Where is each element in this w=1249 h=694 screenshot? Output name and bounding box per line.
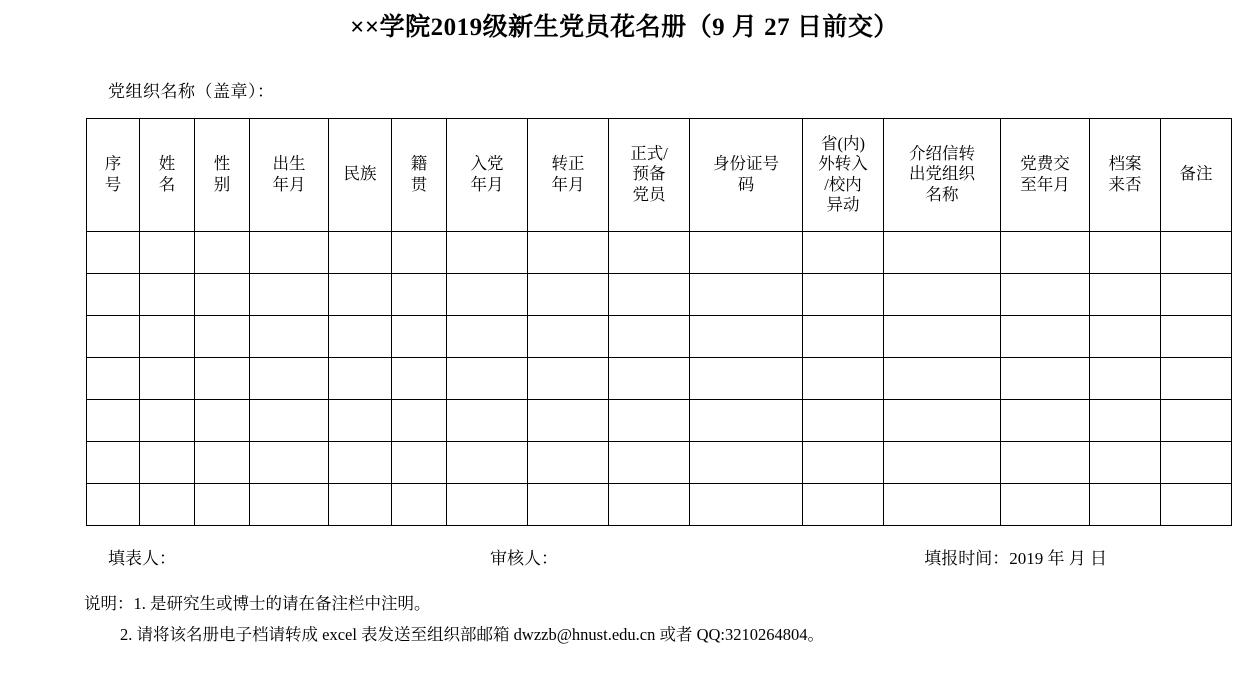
column-header-member-status: 正式/ 预备 党员 — [609, 118, 690, 231]
cell-serial-number[interactable] — [87, 231, 140, 273]
cell-id-number[interactable] — [690, 399, 803, 441]
cell-archive-arrived[interactable] — [1090, 357, 1161, 399]
column-header-party-join-date: 入党 年月 — [447, 118, 528, 231]
column-header-id-number: 身份证号 码 — [690, 118, 803, 231]
form-filler-label: 填表人： — [108, 548, 176, 568]
cell-gender[interactable] — [195, 483, 250, 525]
cell-native-place[interactable] — [392, 441, 447, 483]
cell-serial-number[interactable] — [87, 315, 140, 357]
cell-transfer-type[interactable] — [803, 273, 884, 315]
cell-party-dues-paid-until[interactable] — [1001, 231, 1090, 273]
cell-full-member-date[interactable] — [528, 315, 609, 357]
cell-gender[interactable] — [195, 399, 250, 441]
cell-serial-number[interactable] — [87, 483, 140, 525]
cell-archive-arrived[interactable] — [1090, 315, 1161, 357]
table-header — [87, 118, 1232, 231]
note-item-2: 2. 请将该名册电子档请转成 excel 表发送至组织部邮箱 dwzzb@hnust.edu.cn 或者 QQ:3210264804。 — [120, 624, 825, 644]
cell-ethnicity[interactable] — [329, 273, 392, 315]
cell-name[interactable] — [140, 483, 195, 525]
cell-archive-arrived[interactable] — [1090, 399, 1161, 441]
note-line-1 — [84, 588, 1249, 619]
document-page — [0, 12, 1249, 694]
cell-party-join-date[interactable] — [447, 315, 528, 357]
cell-id-number[interactable] — [690, 483, 803, 525]
cell-party-join-date[interactable] — [447, 399, 528, 441]
cell-remarks[interactable] — [1161, 483, 1232, 525]
cell-birth-date[interactable] — [250, 315, 329, 357]
cell-member-status[interactable] — [609, 273, 690, 315]
cell-full-member-date[interactable] — [528, 357, 609, 399]
cell-name[interactable] — [140, 315, 195, 357]
cell-birth-date[interactable] — [250, 231, 329, 273]
cell-gender[interactable] — [195, 273, 250, 315]
cell-transfer-type[interactable] — [803, 231, 884, 273]
notes-prefix: 说明： — [84, 593, 134, 613]
table-header-row — [87, 118, 1232, 231]
cell-transfer-type[interactable] — [803, 441, 884, 483]
cell-id-number[interactable] — [690, 315, 803, 357]
cell-ethnicity[interactable] — [329, 441, 392, 483]
note-line-2 — [120, 619, 1249, 650]
cell-gender[interactable] — [195, 357, 250, 399]
cell-native-place[interactable] — [392, 483, 447, 525]
cell-full-member-date[interactable] — [528, 441, 609, 483]
table-row[interactable] — [87, 441, 1232, 483]
column-header-transfer-type: 省(内) 外转入 /校内 异动 — [803, 118, 884, 231]
cell-gender[interactable] — [195, 441, 250, 483]
table-body — [87, 231, 1232, 525]
cell-party-join-date[interactable] — [447, 441, 528, 483]
cell-remarks[interactable] — [1161, 315, 1232, 357]
cell-transfer-out-organization[interactable] — [884, 315, 1001, 357]
table-row[interactable] — [87, 357, 1232, 399]
column-header-party-dues-paid-until: 党费交 至年月 — [1001, 118, 1090, 231]
party-organization-name-label: 党组织名称（盖章）： — [108, 81, 275, 101]
cell-serial-number[interactable] — [87, 441, 140, 483]
cell-party-join-date[interactable] — [447, 357, 528, 399]
roster-table — [86, 118, 1232, 526]
cell-id-number[interactable] — [690, 441, 803, 483]
table-row[interactable] — [87, 483, 1232, 525]
cell-name[interactable] — [140, 231, 195, 273]
reviewer-label: 审核人： — [490, 548, 558, 568]
cell-member-status[interactable] — [609, 399, 690, 441]
cell-party-dues-paid-until[interactable] — [1001, 399, 1090, 441]
cell-member-status[interactable] — [609, 357, 690, 399]
cell-remarks[interactable] — [1161, 441, 1232, 483]
cell-remarks[interactable] — [1161, 357, 1232, 399]
cell-remarks[interactable] — [1161, 273, 1232, 315]
column-header-serial-number: 序 号 — [87, 118, 140, 231]
column-header-full-member-date: 转正 年月 — [528, 118, 609, 231]
cell-transfer-type[interactable] — [803, 399, 884, 441]
cell-member-status[interactable] — [609, 315, 690, 357]
signature-row — [108, 544, 1179, 568]
cell-serial-number[interactable] — [87, 357, 140, 399]
cell-party-join-date[interactable] — [447, 273, 528, 315]
cell-transfer-out-organization[interactable] — [884, 231, 1001, 273]
table-row[interactable] — [87, 231, 1232, 273]
page-title: ××学院2019级新生党员花名册（9 月 27 日前交） — [350, 14, 899, 41]
cell-transfer-type[interactable] — [803, 315, 884, 357]
cell-party-dues-paid-until[interactable] — [1001, 273, 1090, 315]
cell-serial-number[interactable] — [87, 273, 140, 315]
cell-member-status[interactable] — [609, 441, 690, 483]
cell-transfer-out-organization[interactable] — [884, 483, 1001, 525]
cell-transfer-out-organization[interactable] — [884, 273, 1001, 315]
cell-remarks[interactable] — [1161, 399, 1232, 441]
roster-table-container — [86, 118, 1213, 526]
cell-transfer-type[interactable] — [803, 357, 884, 399]
cell-transfer-out-organization[interactable] — [884, 399, 1001, 441]
cell-full-member-date[interactable] — [528, 399, 609, 441]
notes-section — [84, 588, 1249, 651]
cell-gender[interactable] — [195, 231, 250, 273]
cell-ethnicity[interactable] — [329, 399, 392, 441]
cell-archive-arrived[interactable] — [1090, 441, 1161, 483]
column-header-archive-arrived: 档案 来否 — [1090, 118, 1161, 231]
cell-remarks[interactable] — [1161, 231, 1232, 273]
table-row[interactable] — [87, 315, 1232, 357]
cell-full-member-date[interactable] — [528, 273, 609, 315]
column-header-remarks: 备注 — [1161, 118, 1232, 231]
cell-full-member-date[interactable] — [528, 231, 609, 273]
cell-birth-date[interactable] — [250, 441, 329, 483]
cell-full-member-date[interactable] — [528, 483, 609, 525]
cell-ethnicity[interactable] — [329, 483, 392, 525]
cell-transfer-type[interactable] — [803, 483, 884, 525]
column-header-native-place: 籍 贯 — [392, 118, 447, 231]
cell-ethnicity[interactable] — [329, 357, 392, 399]
cell-id-number[interactable] — [690, 231, 803, 273]
cell-name[interactable] — [140, 441, 195, 483]
cell-birth-date[interactable] — [250, 357, 329, 399]
column-header-birth-date: 出生 年月 — [250, 118, 329, 231]
cell-archive-arrived[interactable] — [1090, 483, 1161, 525]
cell-member-status[interactable] — [609, 231, 690, 273]
cell-party-dues-paid-until[interactable] — [1001, 357, 1090, 399]
column-header-transfer-out-organization: 介绍信转 出党组织 名称 — [884, 118, 1001, 231]
cell-archive-arrived[interactable] — [1090, 231, 1161, 273]
cell-gender[interactable] — [195, 315, 250, 357]
cell-id-number[interactable] — [690, 273, 803, 315]
cell-ethnicity[interactable] — [329, 315, 392, 357]
cell-party-dues-paid-until[interactable] — [1001, 441, 1090, 483]
cell-transfer-out-organization[interactable] — [884, 357, 1001, 399]
cell-party-dues-paid-until[interactable] — [1001, 315, 1090, 357]
cell-member-status[interactable] — [609, 483, 690, 525]
table-row[interactable] — [87, 273, 1232, 315]
cell-party-join-date[interactable] — [447, 231, 528, 273]
cell-party-dues-paid-until[interactable] — [1001, 483, 1090, 525]
cell-name[interactable] — [140, 357, 195, 399]
report-date-label: 填报时间：2019 年 月 日 — [924, 548, 1107, 568]
cell-native-place[interactable] — [392, 231, 447, 273]
cell-archive-arrived[interactable] — [1090, 273, 1161, 315]
table-row[interactable] — [87, 399, 1232, 441]
cell-transfer-out-organization[interactable] — [884, 441, 1001, 483]
cell-name[interactable] — [140, 273, 195, 315]
cell-party-join-date[interactable] — [447, 483, 528, 525]
column-header-ethnicity: 民族 — [329, 118, 392, 231]
column-header-name: 姓 名 — [140, 118, 195, 231]
column-header-gender: 性 别 — [195, 118, 250, 231]
cell-serial-number[interactable] — [87, 399, 140, 441]
note-item-1: 1. 是研究生或博士的请在备注栏中注明。 — [133, 593, 431, 613]
cell-ethnicity[interactable] — [329, 231, 392, 273]
cell-birth-date[interactable] — [250, 273, 329, 315]
cell-native-place[interactable] — [392, 357, 447, 399]
cell-birth-date[interactable] — [250, 483, 329, 525]
cell-native-place[interactable] — [392, 273, 447, 315]
cell-name[interactable] — [140, 399, 195, 441]
cell-native-place[interactable] — [392, 315, 447, 357]
cell-birth-date[interactable] — [250, 399, 329, 441]
cell-native-place[interactable] — [392, 399, 447, 441]
cell-id-number[interactable] — [690, 357, 803, 399]
